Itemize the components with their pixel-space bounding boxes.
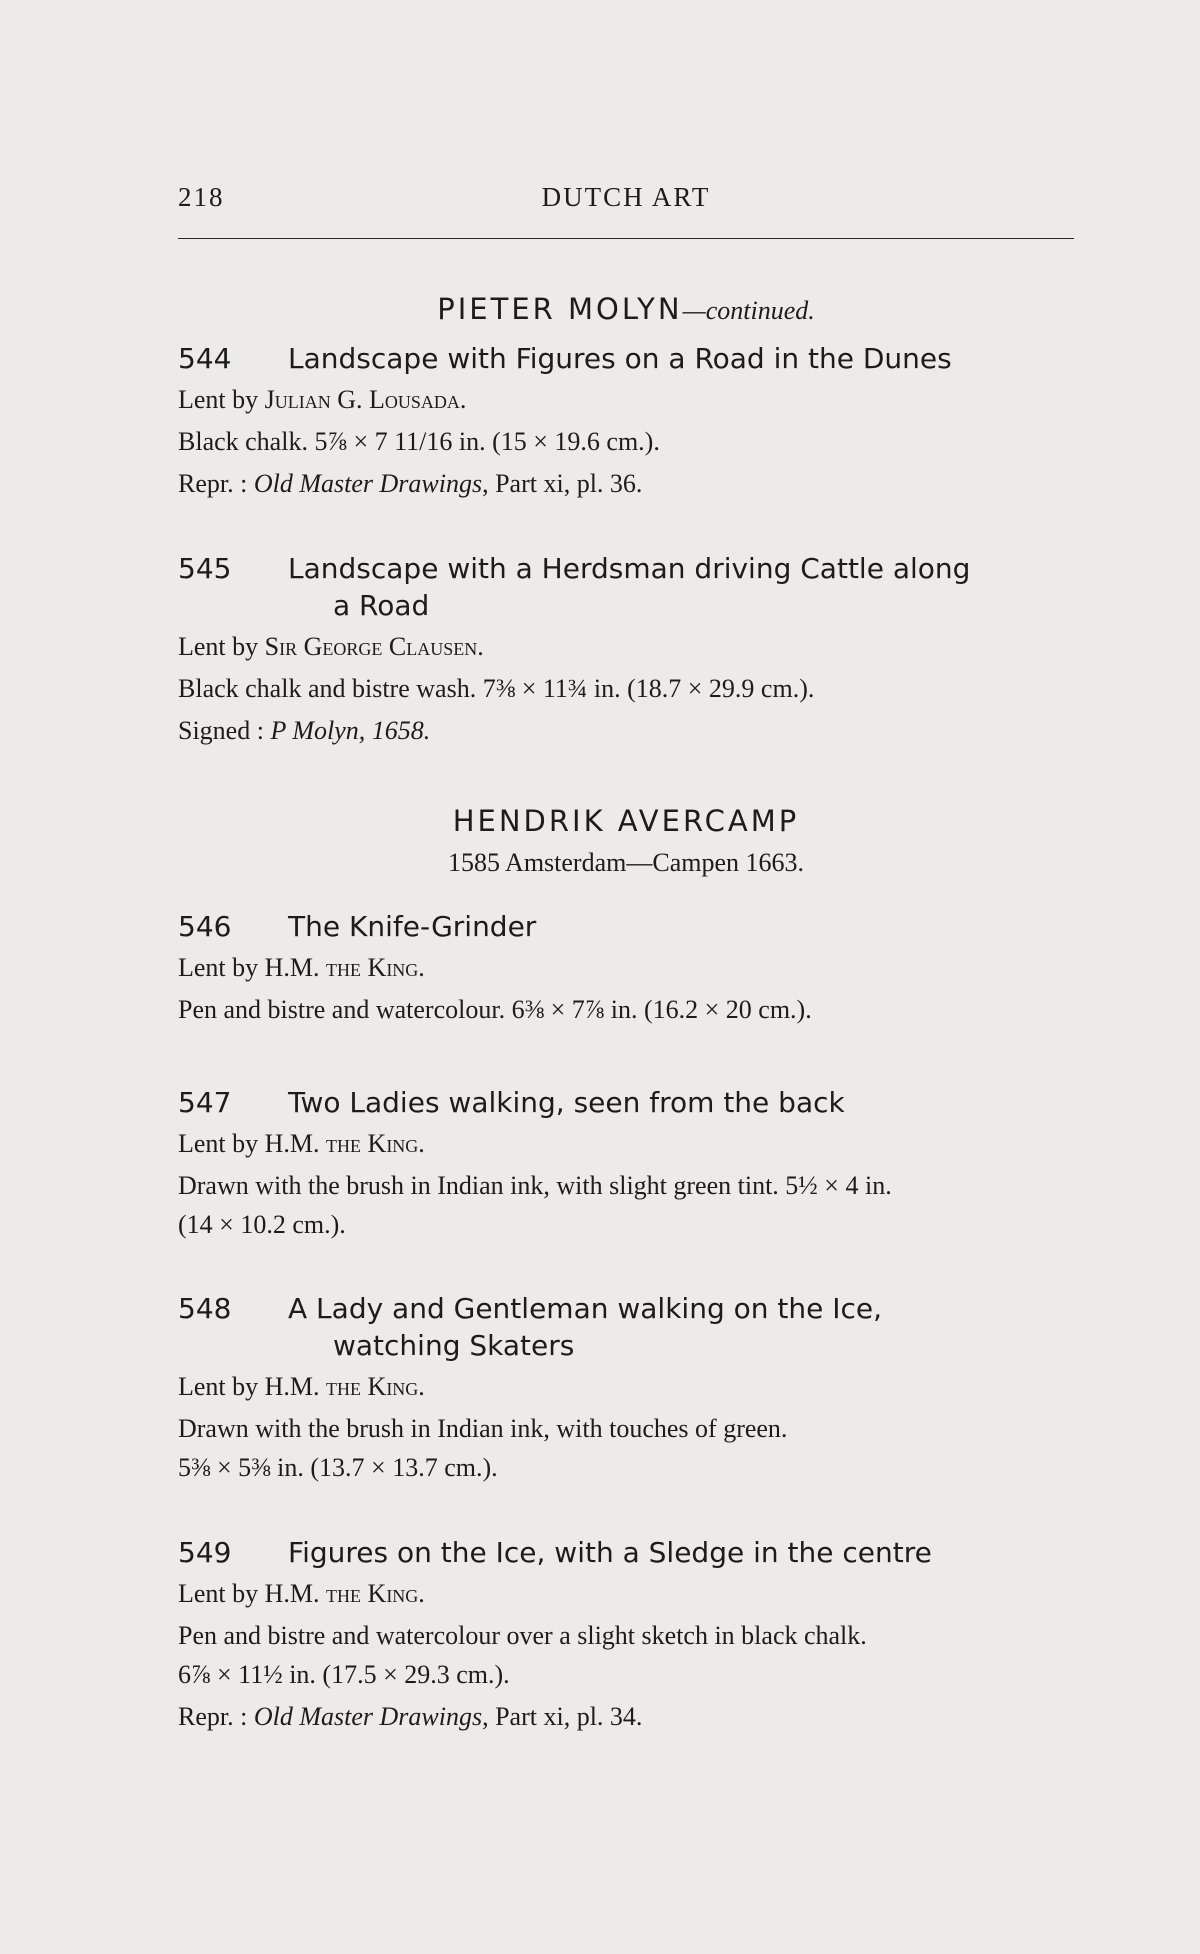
- medium-line-continuation: 5⅜ × 5⅜ in. (13.7 × 13.7 cm.).: [178, 1453, 498, 1482]
- entry-number: 545: [178, 552, 232, 585]
- lender-line: [178, 1124, 1078, 1163]
- repr-title: Old Master Drawings: [253, 1702, 483, 1731]
- lender-name: the King.: [326, 1129, 425, 1158]
- medium-line: Pen and bistre and watercolour. 6⅜ × 7⅞ in. (16.2 × 20 cm.).: [178, 995, 812, 1024]
- entry-title-text: Landscape with a Herdsman driving Cattle along: [288, 552, 971, 585]
- lender-prefix: Lent by H.M.: [178, 1372, 320, 1401]
- page-header: [178, 182, 1074, 224]
- repr-title: Old Master Drawings: [253, 469, 483, 498]
- reproduction-line: [178, 1697, 1078, 1736]
- running-head: DUTCH ART: [541, 182, 711, 212]
- entry-title: [178, 340, 1078, 377]
- catalogue-entry-549: [178, 1534, 1078, 1736]
- entry-number: 549: [178, 1536, 232, 1569]
- entry-title-continuation: a Road: [333, 589, 430, 622]
- medium-line-continuation: 6⅞ × 11½ in. (17.5 × 29.3 cm.).: [178, 1660, 510, 1689]
- entry-title: [178, 550, 1078, 587]
- artist-dates: 1585 Amsterdam—Campen 1663.: [447, 848, 804, 877]
- signature: P Molyn, 1658.: [270, 716, 431, 745]
- header-rule: [178, 238, 1074, 239]
- entry-number: 544: [178, 342, 232, 375]
- artist-name: HENDRIK AVERCAMP: [452, 804, 800, 838]
- lender-name: the King.: [326, 1372, 425, 1401]
- page-number: 218: [178, 182, 225, 212]
- entry-number: 548: [178, 1292, 232, 1325]
- lender-name: the King.: [326, 1579, 425, 1608]
- medium-line-continuation: (14 × 10.2 cm.).: [178, 1210, 346, 1239]
- catalogue-entry-547: [178, 1084, 1078, 1244]
- reproduction-line: [178, 464, 1078, 503]
- repr-suffix: , Part xi, pl. 36.: [482, 469, 643, 498]
- signed-prefix: Signed :: [178, 716, 264, 745]
- repr-suffix: , Part xi, pl. 34.: [482, 1702, 643, 1731]
- lender-prefix: Lent by: [178, 385, 259, 414]
- entry-title-text: Figures on the Ice, with a Sledge in the centre: [288, 1536, 932, 1569]
- catalogue-entry-545: [178, 550, 1078, 750]
- entry-title-text: A Lady and Gentleman walking on the Ice,: [288, 1292, 883, 1325]
- lender-name: the King.: [326, 953, 425, 982]
- catalogue-entry-548: [178, 1290, 1078, 1487]
- entry-title-text: The Knife-Grinder: [288, 910, 537, 943]
- medium-line: Drawn with the brush in Indian ink, with slight green tint. 5½ × 4 in.: [178, 1171, 892, 1200]
- lender-prefix: Lent by H.M.: [178, 1129, 320, 1158]
- lender-prefix: Lent by: [178, 632, 259, 661]
- lender-line: [178, 627, 1078, 666]
- artist-name: PIETER MOLYN: [437, 292, 683, 326]
- entry-title: [178, 908, 1078, 945]
- entry-title-text: Landscape with Figures on a Road in the Dunes: [288, 342, 952, 375]
- medium-line: Pen and bistre and watercolour over a slight sketch in black chalk.: [178, 1621, 867, 1650]
- lender-prefix: Lent by H.M.: [178, 1579, 320, 1608]
- repr-prefix: Repr. :: [178, 1702, 248, 1731]
- repr-prefix: Repr. :: [178, 469, 248, 498]
- lender-prefix: Lent by H.M.: [178, 953, 320, 982]
- medium-line: Black chalk and bistre wash. 7⅜ × 11¾ in. (18.7 × 29.9 cm.).: [178, 674, 815, 703]
- catalogue-entry-546: [178, 908, 1078, 1029]
- lender-name: Julian G. Lousada.: [264, 385, 467, 414]
- medium-line: Black chalk. 5⅞ × 7 11/16 in. (15 × 19.6 cm.).: [178, 427, 660, 456]
- lender-name: Sir George Clausen.: [264, 632, 484, 661]
- lender-line: [178, 380, 1078, 419]
- artist-heading-avercamp: [178, 804, 1074, 878]
- medium-line: Drawn with the brush in Indian ink, with touches of green.: [178, 1414, 788, 1443]
- signed-line: [178, 711, 1078, 750]
- entry-title: [178, 1290, 1078, 1327]
- lender-line: [178, 1574, 1078, 1613]
- entry-number: 547: [178, 1086, 232, 1119]
- catalogue-entry-544: [178, 340, 1078, 503]
- artist-heading-molyn: [178, 292, 1074, 326]
- entry-title: [178, 1084, 1078, 1121]
- entry-title-text: Two Ladies walking, seen from the back: [288, 1086, 845, 1119]
- lender-line: [178, 1367, 1078, 1406]
- entry-number: 546: [178, 910, 232, 943]
- entry-title-continuation: watching Skaters: [333, 1329, 575, 1362]
- continued-label: —continued.: [682, 296, 815, 325]
- entry-title: [178, 1534, 1078, 1571]
- lender-line: [178, 948, 1078, 987]
